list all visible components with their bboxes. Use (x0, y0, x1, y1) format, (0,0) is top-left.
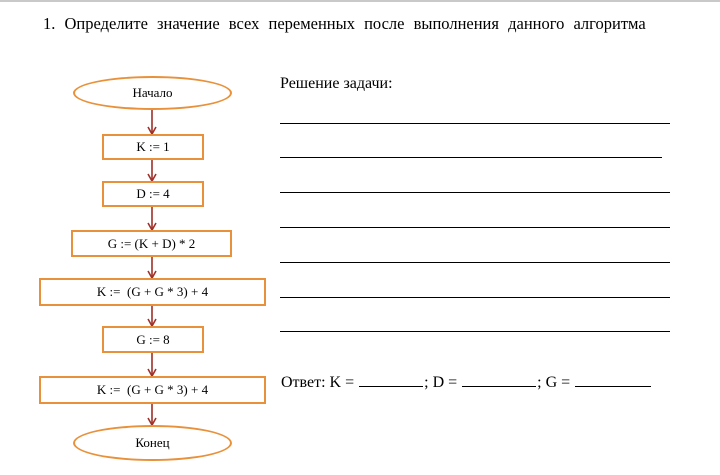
step-label: D := 4 (136, 186, 170, 201)
answer-row (281, 374, 652, 392)
step-k-assign-2 (39, 278, 266, 306)
start-terminal (73, 76, 232, 110)
solution-line[interactable] (280, 123, 670, 124)
step-g-assign-2 (102, 326, 204, 353)
solution-line[interactable] (280, 227, 670, 228)
task-text: Определите значение всех переменных после выполнения данного алгоритма (64, 14, 646, 33)
answer-d-blank[interactable] (462, 385, 536, 387)
flowchart (0, 0, 300, 475)
step-d-assign (102, 181, 204, 207)
task-number: 1. (43, 14, 56, 33)
answer-k-label: K = (329, 374, 355, 391)
answer-d-label: ; D = (424, 374, 458, 391)
start-label: Начало (132, 85, 173, 100)
solution-line[interactable] (280, 262, 670, 263)
step-label: K := (G + G * 3) + 4 (96, 284, 209, 299)
solution-line[interactable] (280, 192, 670, 193)
solution-line[interactable] (280, 331, 670, 332)
step-label: G := (K + D) * 2 (107, 235, 196, 251)
end-label: Конец (135, 435, 170, 450)
step-g-assign-1 (71, 230, 232, 257)
solution-line[interactable] (280, 297, 670, 298)
step-label: K := (G + G * 3) + 4 (96, 382, 209, 397)
step-label: G := 8 (136, 331, 170, 347)
step-label: K := 1 (136, 139, 170, 154)
solution-heading: Решение задачи: (280, 75, 393, 92)
answer-label: Ответ: (281, 374, 326, 391)
step-k-assign-3 (39, 376, 266, 404)
solution-line[interactable] (280, 157, 662, 158)
answer-k-blank[interactable] (359, 385, 423, 387)
answer-g-label: ; G = (537, 374, 571, 391)
step-k-assign-1 (102, 134, 204, 160)
end-terminal (73, 425, 232, 461)
answer-g-blank[interactable] (575, 385, 651, 387)
